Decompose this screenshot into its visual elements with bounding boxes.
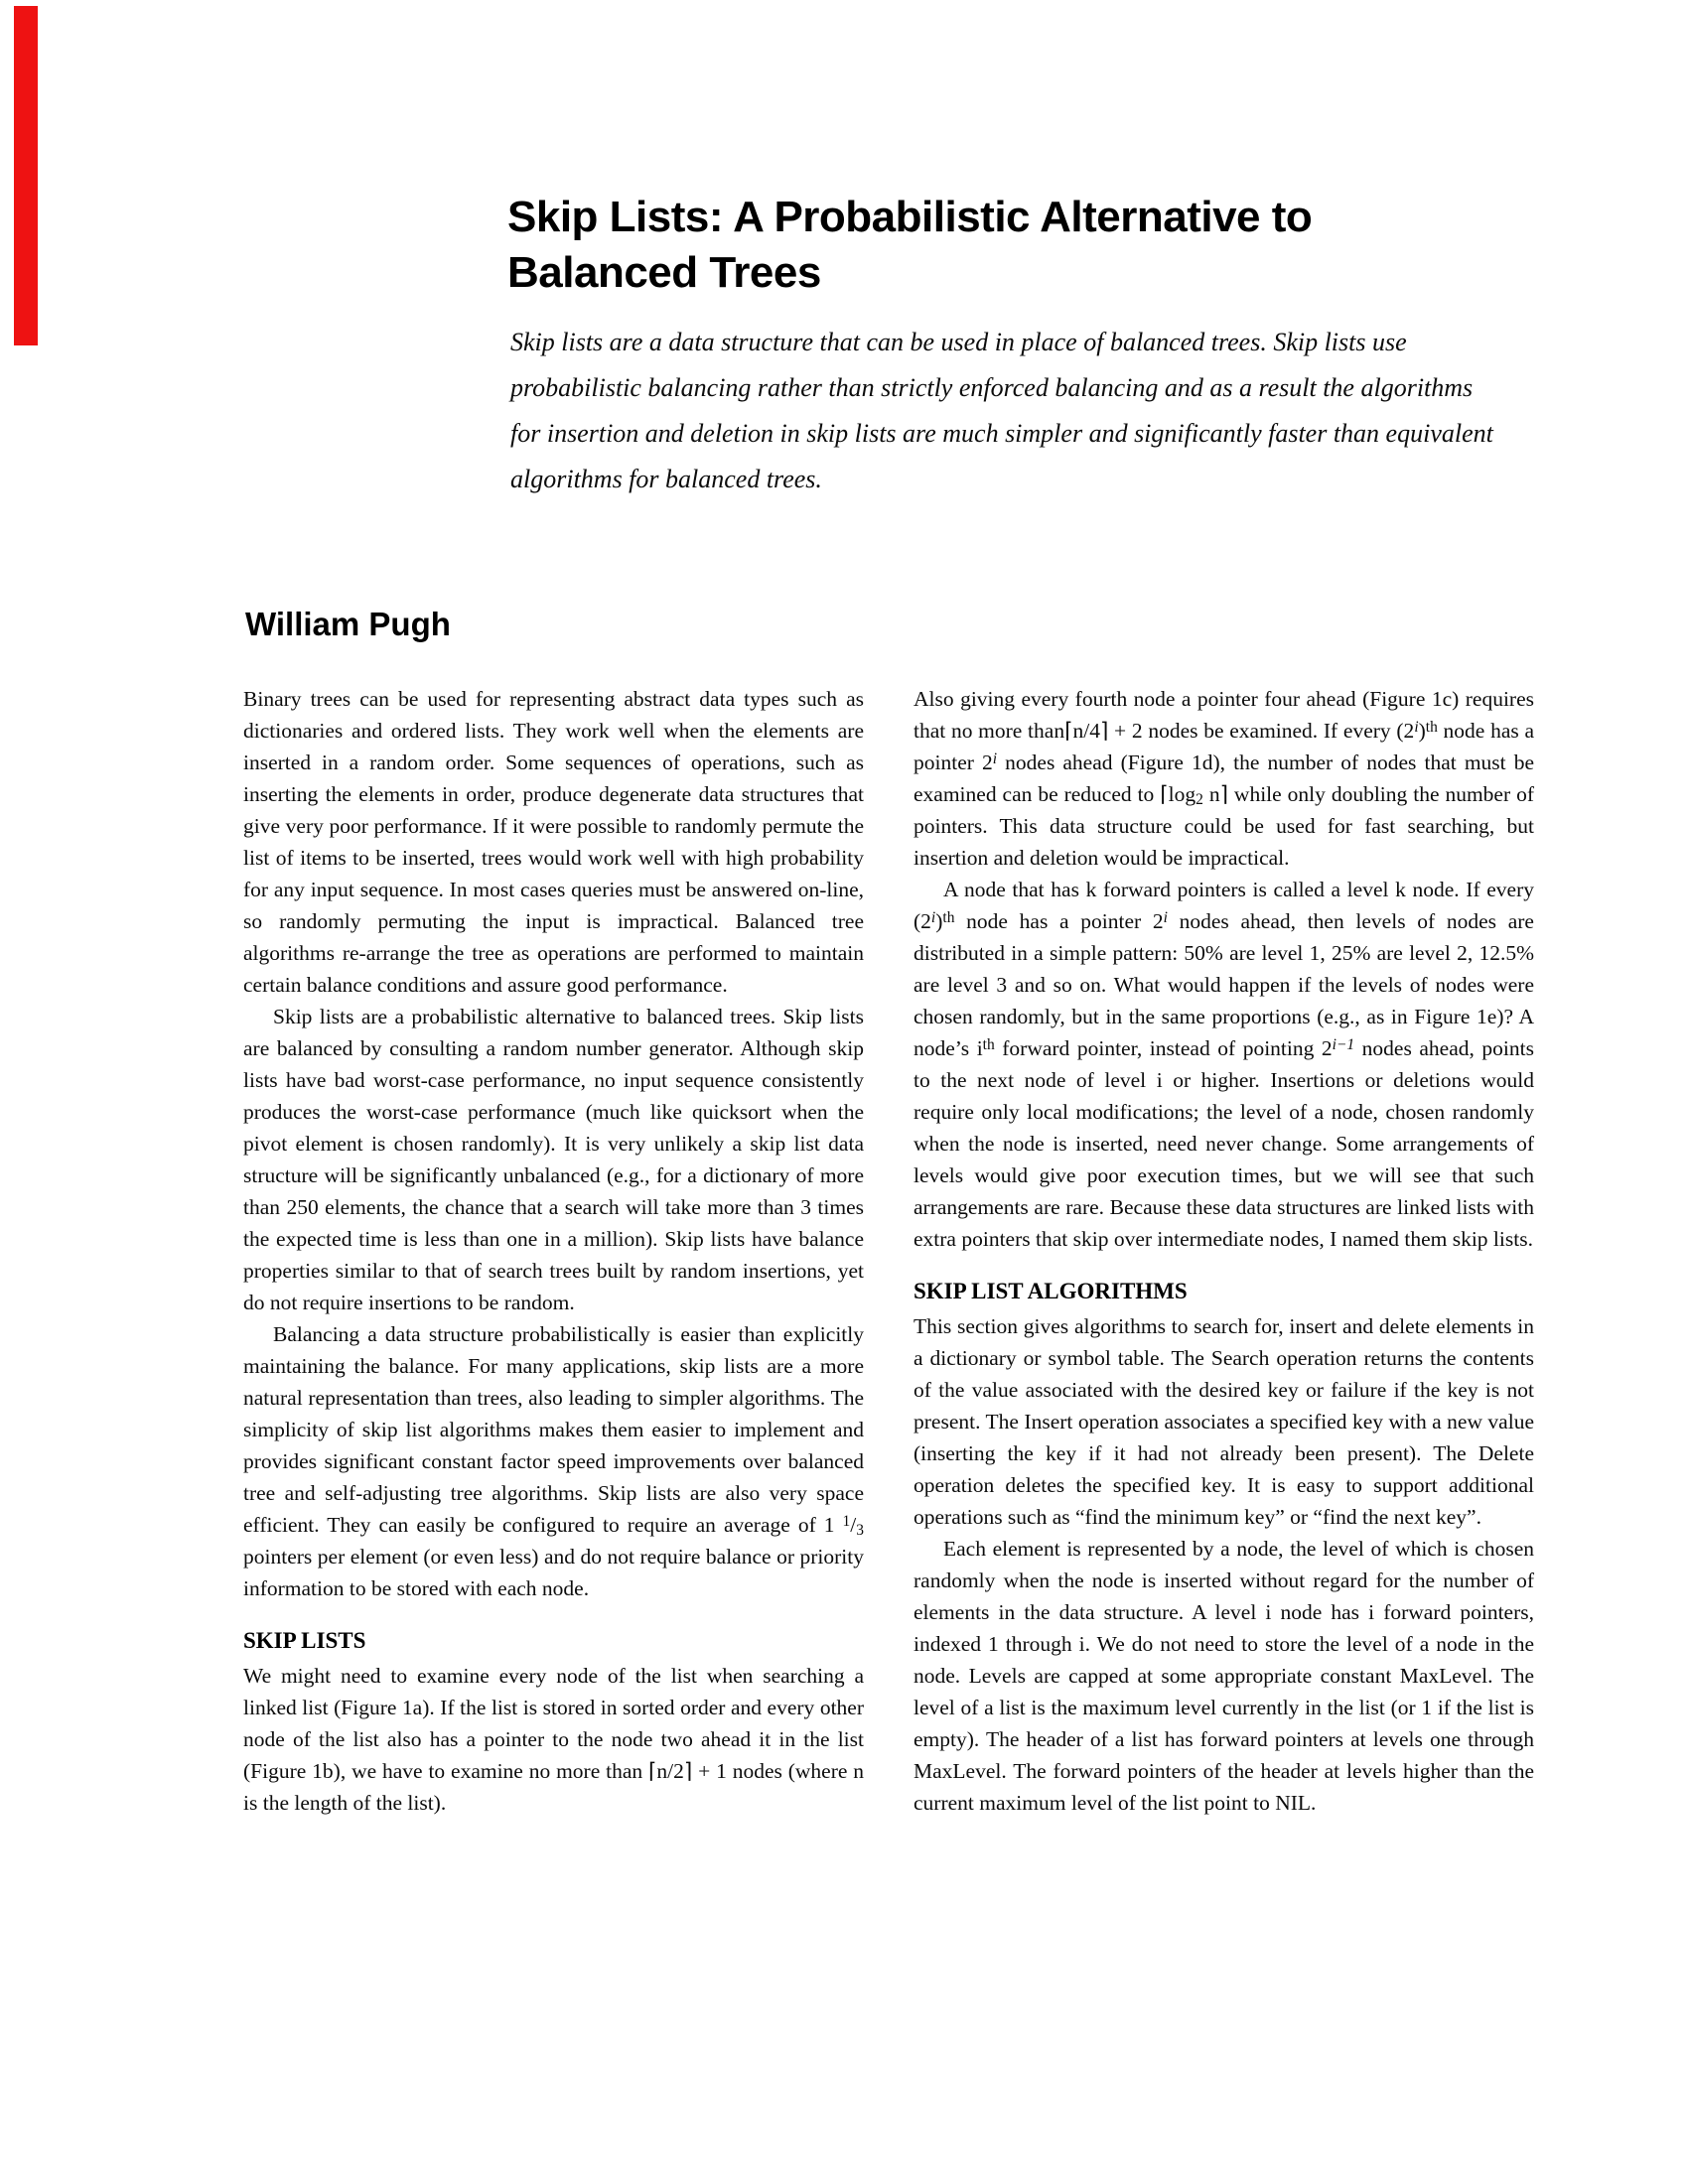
red-margin-bar bbox=[14, 6, 38, 345]
text-segment: Balanced bbox=[735, 909, 815, 933]
paper-title bbox=[507, 190, 1312, 301]
text-segment: n bbox=[853, 1759, 864, 1783]
paper-title-line-2: Balanced Trees bbox=[507, 248, 821, 298]
text-segment: failure bbox=[1331, 1378, 1387, 1402]
text-segment: level k bbox=[1346, 878, 1406, 901]
text-segment: i bbox=[1078, 1632, 1085, 1656]
text-segment: th bbox=[982, 1036, 995, 1054]
text-segment: th bbox=[1425, 719, 1438, 737]
text-segment: Figure 1d bbox=[1127, 751, 1213, 774]
text-segment: Figure 1a bbox=[341, 1696, 423, 1719]
text-segment: th bbox=[942, 909, 955, 927]
text-segment: i bbox=[1156, 1068, 1163, 1092]
text-segment: MaxLevel bbox=[1399, 1664, 1488, 1688]
text-segment: i bbox=[1414, 719, 1419, 737]
text-segment: i forward bbox=[1368, 1600, 1452, 1624]
text-segment: header bbox=[1026, 1727, 1083, 1751]
text-segment: Figure 1b bbox=[250, 1759, 334, 1783]
text-segment: MaxLevel bbox=[914, 1759, 1002, 1783]
text-segment: k bbox=[1085, 878, 1097, 901]
text-segment: e bbox=[1486, 1005, 1497, 1028]
text-segment: n bbox=[656, 1759, 668, 1783]
paper-title-line-1: Skip Lists: A Probabilistic Alternative to bbox=[507, 193, 1313, 242]
text-segment: 1 bbox=[842, 1513, 851, 1531]
text-segment: 2 bbox=[1196, 790, 1203, 808]
text-segment: Skip lists bbox=[273, 1005, 354, 1028]
column-left bbox=[243, 683, 864, 1819]
paragraph: Each element is represented by a node, the level of which is chosen randomly when the node is inserted without regard for the number of elements in the data structure. A level i node has i forward pointers, indexed 1 through i. We do not need to store the level of a node in the node. Levels are capped at some appropriate constant MaxLevel. The level of a list is the maximum level currently in the list (or 1 if the list is empty). The header of a list has forward pointers at levels one through MaxLevel. The forward pointers of the header at levels higher than the current maximum level of the list point to NIL. bbox=[914, 1537, 1535, 1815]
text-segment: level bbox=[914, 1696, 955, 1719]
text-segment: Delete bbox=[1477, 1441, 1534, 1465]
section-heading: SKIP LISTS bbox=[243, 1628, 366, 1653]
author-name: William Pugh bbox=[245, 606, 451, 642]
text-segment: i−1 bbox=[1332, 1036, 1355, 1054]
text-segment: skip lists bbox=[1452, 1227, 1528, 1251]
text-segment: Search bbox=[1210, 1346, 1270, 1370]
text-segment: n bbox=[1072, 719, 1084, 743]
paragraph: This section gives algorithms to search for, insert and delete elements in a dictionary or symbol table. The Search operation returns the contents of the value associated with the desired key or failure if the key is not present. The Insert operation associates a specified key with a new value (inserting the key if it had not already been present). The Delete operation deletes the specified key. It is easy to support additional operations such as “find the minimum key” or “find the next key”. bbox=[914, 1314, 1534, 1529]
text-segment: 3 bbox=[856, 1521, 864, 1539]
abstract: Skip lists are a data structure that can be used in place of balanced trees. Skip lists use probabilistic balancing rather than strictly enforced balancing and as a result the algorithms for insertion and deletion in skip lists are much simpler and significantly faster than equivalent algorithms for balanced trees. bbox=[510, 328, 1493, 493]
text-segment: level i bbox=[1214, 1600, 1272, 1624]
text-segment: i bbox=[992, 751, 998, 768]
text-segment: Insert bbox=[1024, 1410, 1073, 1433]
paragraph: Balancing a data structure probabilistically is easier than explicitly maintaining the balance. For many applications, skip lists are a more natural representation than trees, also leading to simpler algorithms. The simplicity of skip list algorithms makes them easier to implement and provides significant constant factor speed improvements over balanced tree and self-adjusting tree algorithms. Skip lists are also very space efficient. They can easily be configured to require an average of 1 $^1$/3 pointers per element (or even less) and do not require balance or priority information to be stored with each node. bbox=[243, 1322, 864, 1600]
text-segment: i bbox=[1163, 909, 1168, 927]
section-heading: SKIP LIST ALGORITHMS bbox=[914, 1279, 1188, 1303]
text-segment: n bbox=[1208, 782, 1220, 806]
paragraph: We might need to examine every node of the list when searching a linked list (Figure 1a). If the list is stored in sorted order and every other node of the list also has a pointer to the node two ahead it in the list (Figure 1b), we have to examine no more than ⌈n/2⌉ + 1 nodes (where n is the length of the list). bbox=[243, 1664, 864, 1815]
column-right bbox=[914, 683, 1534, 1819]
text-segment: Figure 1c bbox=[1369, 687, 1453, 711]
paragraph: Skip lists are a probabilistic alternative to balanced trees. Skip lists are balanced by consulting a random number generator. Although skip lists have bad worst-case performance, no input sequence consistently produces the worst-case performance (much like quicksort when the pivot element is chosen randomly). It is very unlikely a skip list data structure will be significantly unbalanced (e.g., for a dictionary of more than 250 elements, the chance that a search will take more than 3 times the expected time is less than one in a million). Skip lists have balance properties similar to that of search trees built by random insertions, yet do not require insertions to be random. bbox=[243, 1005, 864, 1314]
paragraph: Also giving every fourth node a pointer four ahead (Figure 1c) requires that no more than⌈n/4⌉ + 2 nodes be examined. If every $(2^i)^{th}$ node has a pointer 2$^i$ nodes ahead (Figure 1d), the number of nodes that must be examined can be reduced to ⌈log2 n⌉ while only doubling the number of pointers. This data structure could be used for fast searching, but insertion and deletion would be impractical. bbox=[914, 687, 1535, 870]
text-segment: i bbox=[976, 1036, 983, 1060]
paragraph: Binary trees can be used for representing abstract data types such as dictionaries and ordered lists. They work well when the elements are inserted in a random order. Some sequences of operations, such as inserting the elements in order, produce degenerate data structures that give very poor performance. If it were possible to randomly permute the list of items to be inserted, trees would work well with high probability for any input sequence. In most cases queries must be answered on-line, so randomly permuting the input is impractical. Balanced tree algorithms re-arrange the tree as operations are performed to maintain certain balance conditions and assure good performance. bbox=[243, 687, 865, 997]
text-segment: i bbox=[930, 909, 936, 927]
paragraph: A node that has k forward pointers is called a level k node. If every $(2^i)^{th}$ node has a pointer 2$^i$ nodes ahead, then levels of nodes are distributed in a simple pattern: 50% are level 1, 25% are level 2, 12.5% are level 3 and so on. What would happen if the levels of nodes were chosen randomly, but in the same proportions (e.g., as in Figure 1e)? A node’s $i^{th}$ forward pointer, instead of pointing $2^{i-1}$ nodes ahead, points to the next node of level i or higher. Insertions or deletions would require only local modifications; the level of a node, chosen randomly when the node is inserted, need never change. Some arrangements of levels would give poor execution times, but we will see that such arrangements are rare. Because these data structures are linked lists with extra pointers that skip over intermediate nodes, I named them skip lists. bbox=[914, 878, 1534, 1251]
